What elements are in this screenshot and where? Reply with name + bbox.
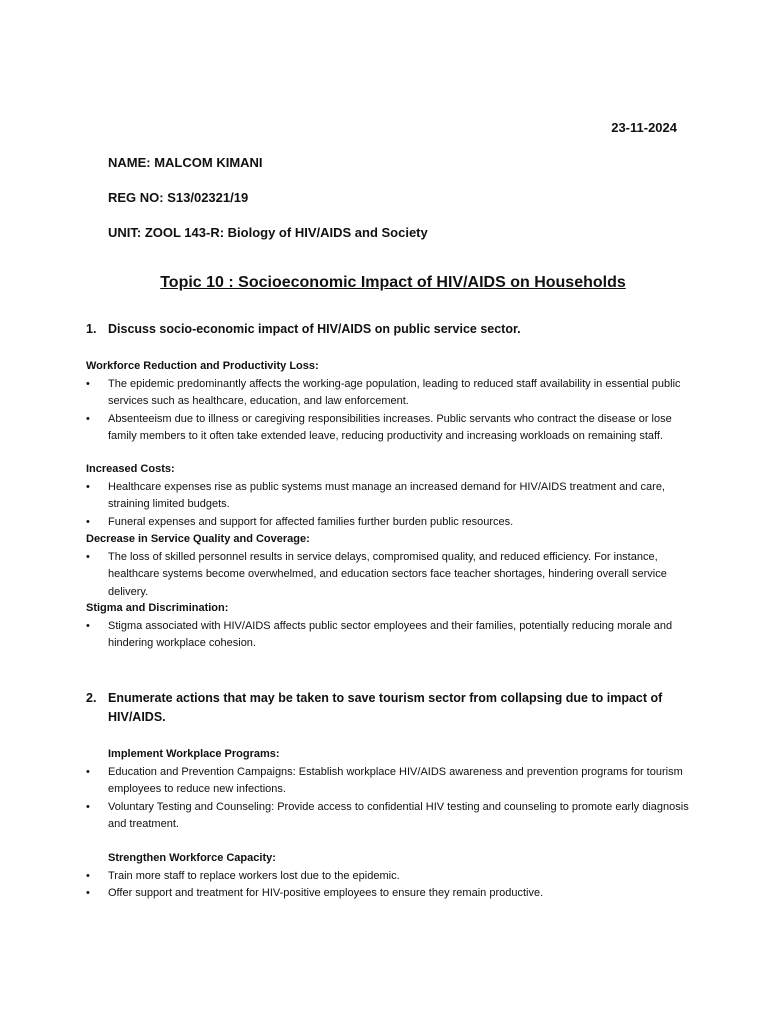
registration-number: REG NO: S13/02321/19 (108, 190, 249, 205)
bullet-icon: • (86, 869, 90, 882)
q2-section-workforce-capacity (86, 850, 698, 903)
list-item: • Absenteeism due to illness or caregiving responsibilities increases. Public servants who contract the disease or lose family members to it often take extended leave, reducing productivity and increasing workloads on remaining staff. (86, 412, 672, 442)
section-heading: Stigma and Discrimination: (86, 602, 229, 614)
section-heading: Increased Costs: (86, 463, 175, 475)
list-item: • Stigma associated with HIV/AIDS affects public sector employees and their families, potentially reducing morale and hindering workplace cohesion. (86, 619, 673, 649)
q1-section-stigma (86, 600, 696, 653)
q1-section-service-quality (86, 531, 696, 601)
list-item: • Voluntary Testing and Counseling: Provide access to confidential HIV testing and counseling to promote early diagnosis and treatment. (86, 800, 689, 830)
unit-title: UNIT: ZOOL 143-R: Biology of HIV/AIDS and Society (108, 225, 428, 240)
document-date: 23-11-2024 (611, 120, 677, 135)
question-2 (86, 689, 686, 727)
topic-title: Topic 10 : Socioeconomic Impact of HIV/AIDS on Households (160, 274, 626, 291)
student-name: NAME: MALCOM KIMANI (108, 155, 263, 170)
bullet-icon: • (86, 377, 90, 390)
bullet-icon: • (86, 480, 90, 493)
bullet-icon: • (86, 515, 90, 528)
question-1 (86, 320, 686, 339)
q2-section-workplace-programs (86, 746, 698, 834)
q1-section-costs (86, 461, 696, 531)
bullet-icon: • (86, 765, 90, 778)
question-number: 1. (86, 322, 97, 336)
list-item: • The epidemic predominantly affects the working-age population, leading to reduced staff availability in essential public services such as healthcare, education, and law enforcement. (86, 377, 681, 407)
section-heading: Decrease in Service Quality and Coverage: (86, 533, 310, 545)
q1-section-workforce (86, 358, 696, 446)
section-heading: Implement Workplace Programs: (108, 748, 280, 760)
bullet-icon: • (86, 619, 90, 632)
list-item: • Funeral expenses and support for affected families further burden public resources. (86, 514, 696, 532)
bullet-icon: • (86, 800, 90, 813)
bullet-icon: • (86, 887, 90, 899)
list-item: • Healthcare expenses rise as public systems must manage an increased demand for HIV/AIDS treatment and care, straining limited budgets. (86, 480, 665, 510)
bullet-icon: • (86, 412, 90, 425)
section-heading: Strengthen Workforce Capacity: (108, 852, 276, 864)
bullet-icon: • (86, 550, 90, 563)
question-text: Discuss socio-economic impact of HIV/AIDS on public service sector. (108, 322, 521, 336)
list-item: • The loss of skilled personnel results in service delays, compromised quality, and reduced efficiency. For instance, healthcare systems become overwhelmed, and education sectors face teacher shortages, hindering overall service delivery. (86, 550, 667, 598)
list-item: • Train more staff to replace workers lost due to the epidemic. (86, 868, 698, 886)
list-item: • Education and Prevention Campaigns: Establish workplace HIV/AIDS awareness and prevention programs for tourism employees to reduce new infections. (86, 765, 683, 795)
question-text: Enumerate actions that may be taken to save tourism sector from collapsing due to impact of HIV/AIDS. (108, 691, 663, 724)
section-heading: Workforce Reduction and Productivity Loss: (86, 360, 319, 372)
list-item: • Offer support and treatment for HIV-positive employees to ensure they remain productive. (86, 885, 698, 903)
question-number: 2. (86, 691, 97, 705)
